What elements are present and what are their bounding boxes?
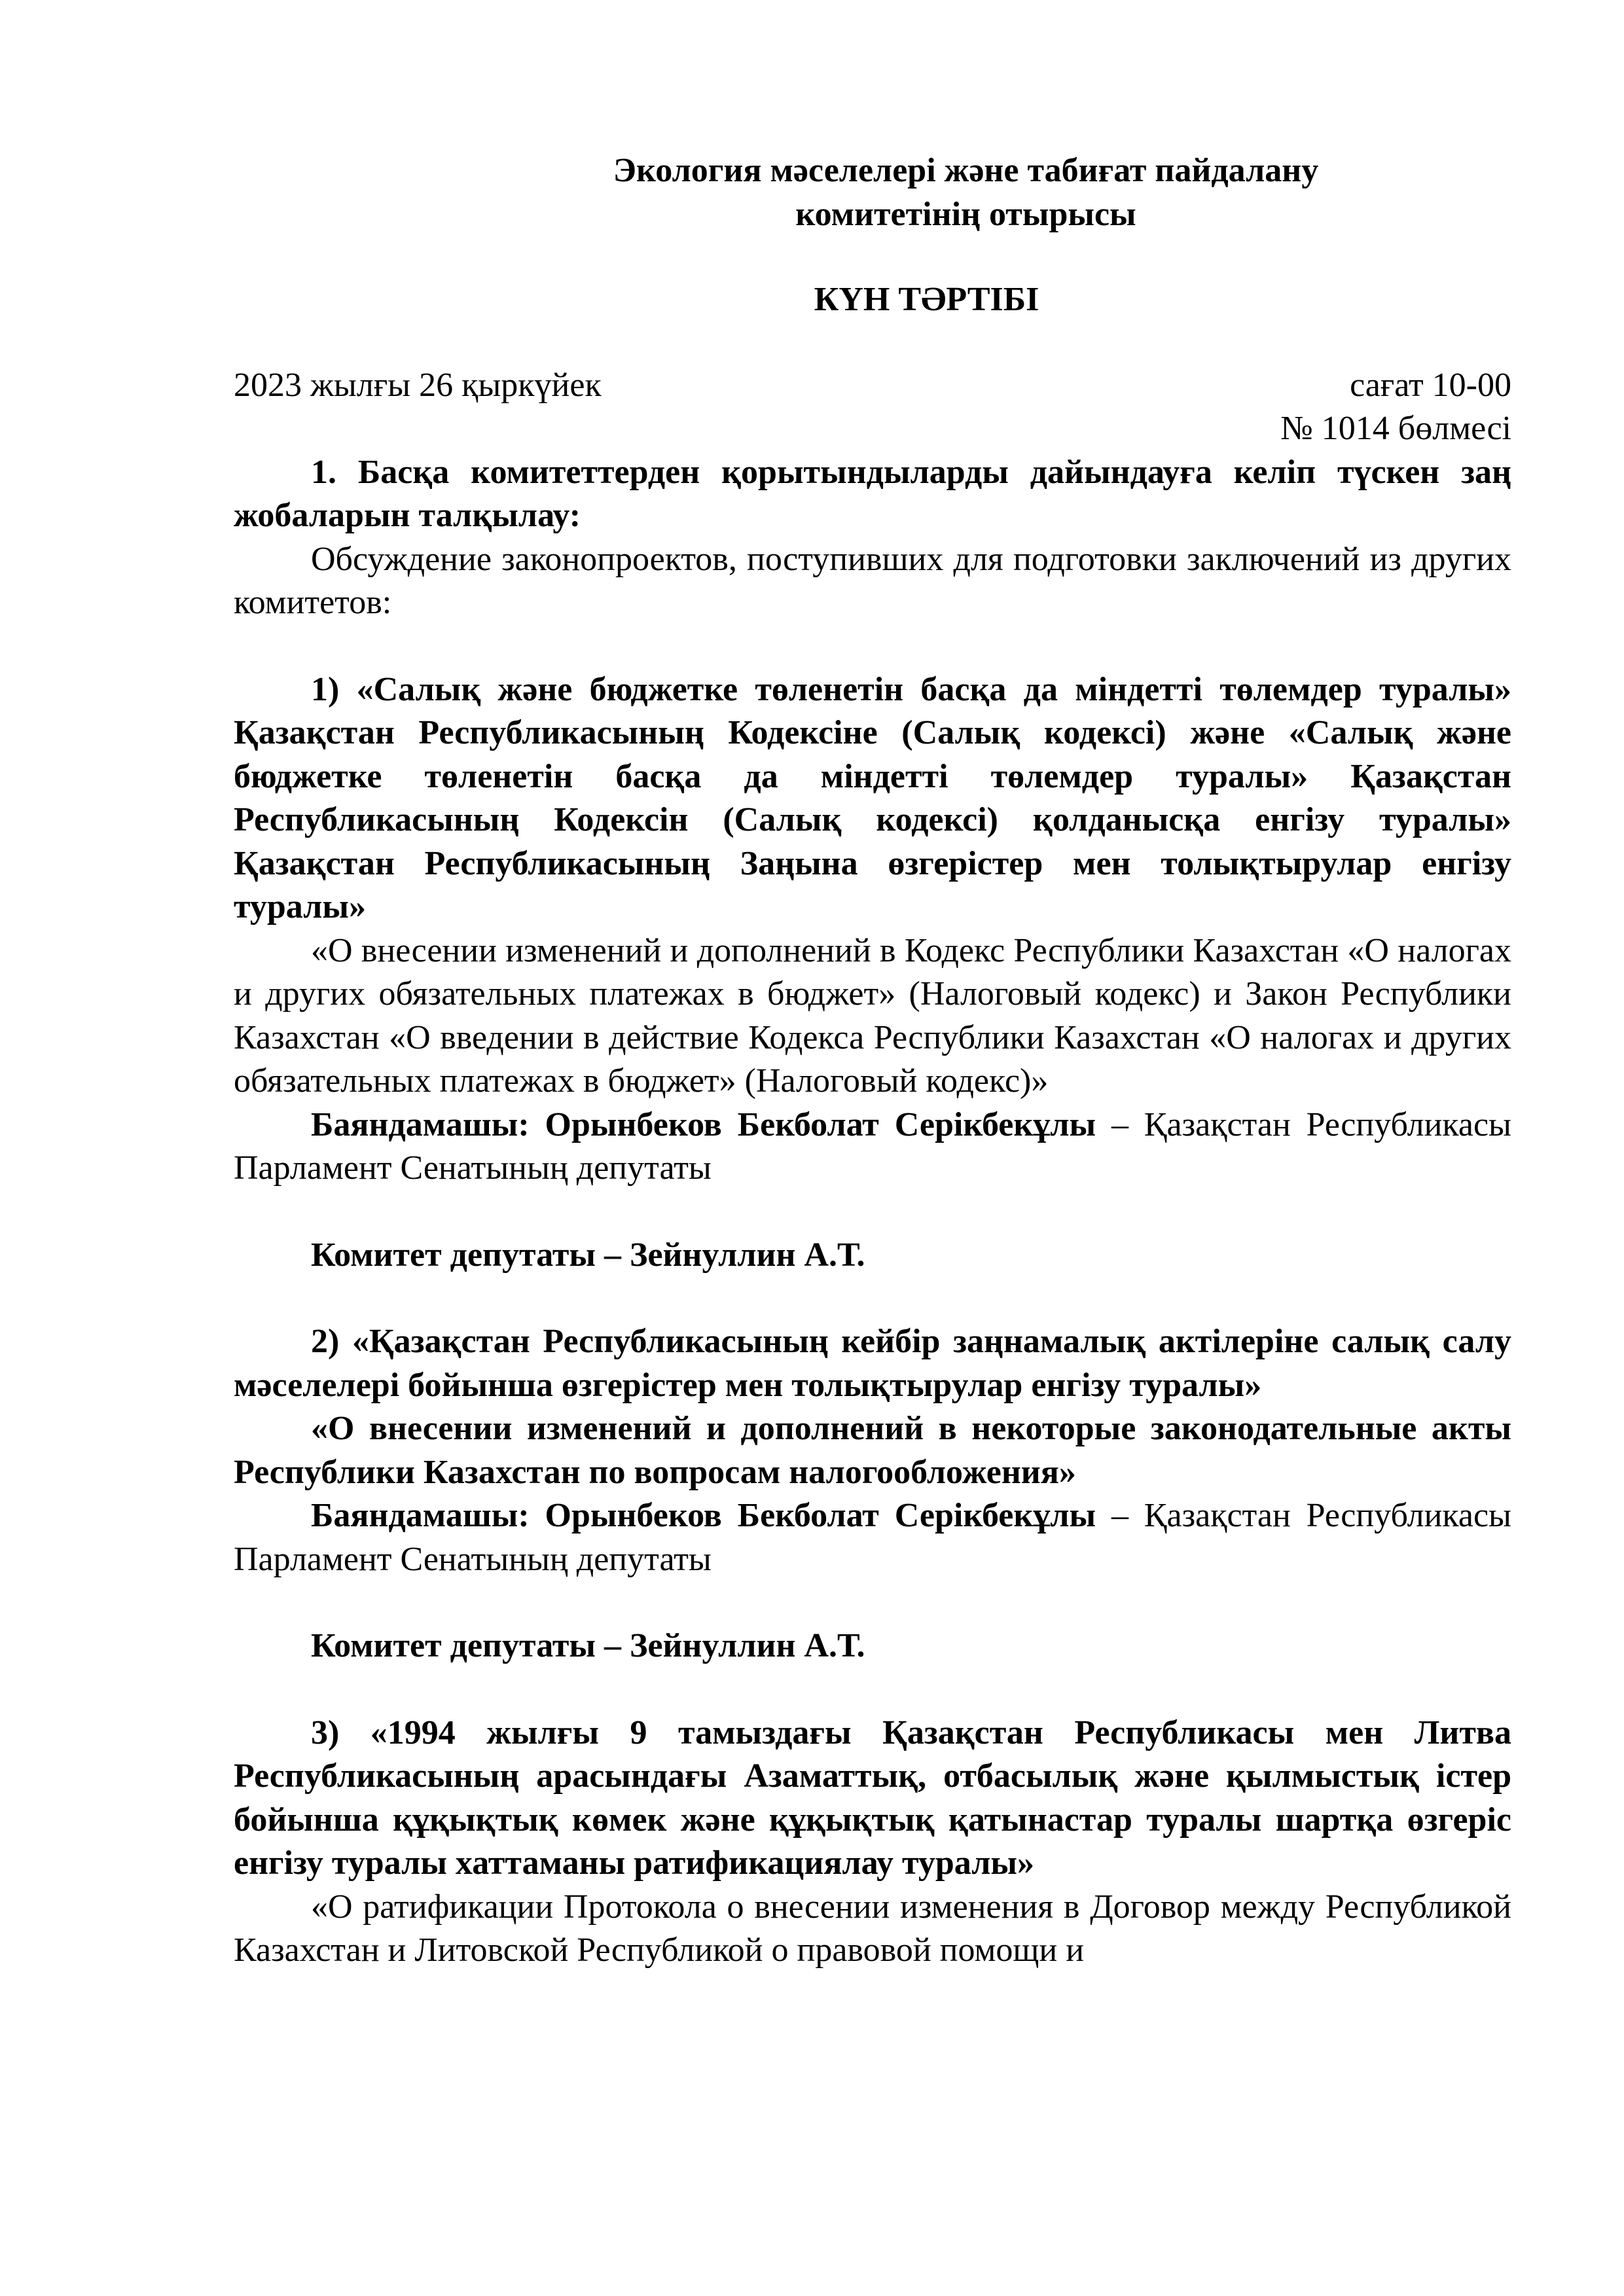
header-line-2: комитетінің отырысы: [795, 195, 1136, 233]
agenda-title: КҮН ТӘРТІБІ: [814, 281, 1039, 318]
document-page: [234, 149, 1511, 1973]
item-2-title-ru: «О внесении изменений и дополнений в некоторые законодательные акты Республики Казахстан по вопросам налогообложения»: [234, 1410, 1511, 1491]
item-2-speaker-role: – Қазақстан Республикасы Парламент Сенатының депутаты: [234, 1497, 1511, 1578]
item-2-committee: Комитет депутаты – Зейнуллин А.Т.: [311, 1627, 865, 1664]
item-1-title-ru: «О внесении изменений и дополнений в Кодекс Республики Казахстан «О налогах и других обязательных платежах в бюджет» (Налоговый кодекс) и Закон Республики Казахстан «О введении в действие Кодекса Республики Казахстан «О налогах и других обязательных платежах в бюджет» (Налоговый кодекс)»: [234, 931, 1511, 1100]
section-1-title-ru: Обсуждение законопроектов, поступивших для подготовки заключений из других комитетов:: [234, 540, 1511, 621]
meeting-time: сағат 10-00: [1350, 366, 1511, 404]
item-1-committee: Комитет депутаты – Зейнуллин А.Т.: [311, 1236, 865, 1274]
meeting-meta: [234, 364, 1511, 451]
document-header: [234, 149, 1511, 236]
section-1-title-kz: 1. Басқа комитеттерден қорытындыларды дайындауға келіп түскен заң жобаларын талқылау:: [234, 453, 1511, 534]
item-1-speaker-role: – Қазақстан Республикасы Парламент Сенатының депутаты: [234, 1105, 1511, 1187]
item-1-speaker: [234, 1103, 1511, 1191]
meeting-date: 2023 жылғы 26 қыркүйек: [234, 366, 602, 404]
item-3-title-ru: «О ратификации Протокола о внесении изменения в Договор между Республикой Казахстан и Литовской Республикой о правовой помощи и: [234, 1888, 1511, 1969]
item-1-title-kz: 1) «Салық және бюджетке төленетін басқа да міндетті төлемдер туралы» Қазақстан Республикасының Кодексіне (Салық кодексі) және «Салық және бюджетке төленетін басқа да міндетті төлемдер туралы» Қазақстан Республикасының Кодексін (Салық кодексі) қолданысқа енгізу туралы» Қазақстан Республикасының Заңына өзгерістер мен толықтырулар енгізу туралы»: [234, 670, 1511, 925]
item-2-title-kz: 2) «Қазақстан Республикасының кейбір заңнамалық актілеріне салық салу мәселелері бойынша өзгерістер мен толықтырулар енгізу туралы»: [234, 1323, 1511, 1404]
item-1-speaker-label: Баяндамашы: Орынбеков Бекболат Серікбекұлы: [311, 1105, 1096, 1143]
header-line-1: Экология мәселелері және табиғат пайдалану: [613, 152, 1319, 189]
item-3-title-kz: 3) «1994 жылғы 9 тамыздағы Қазақстан Республикасы мен Литва Республикасының арасындағы Азаматтық, отбасылық және қылмыстық істер бойынша құқықтық көмек және құқықтық қатынастар туралы шартқа өзгеріс енгізу туралы хаттаманы ратификациялау туралы»: [234, 1713, 1511, 1882]
item-2-speaker: [234, 1494, 1511, 1581]
item-2-speaker-label: Баяндамашы: Орынбеков Бекболат Серікбекұлы: [311, 1497, 1096, 1534]
meeting-room: № 1014 бөлмесі: [1280, 409, 1511, 447]
